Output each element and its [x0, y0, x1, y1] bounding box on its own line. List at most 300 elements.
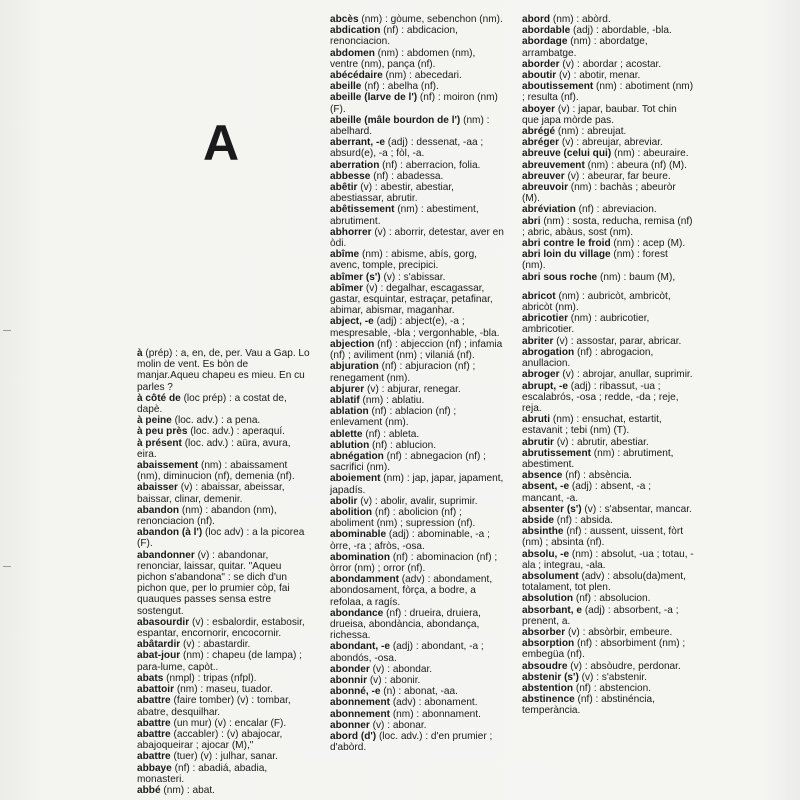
headword: absorption	[522, 638, 575, 650]
headword: abhorrer	[330, 226, 372, 238]
dictionary-entry	[522, 571, 694, 593]
headword: abnégation	[330, 450, 384, 462]
dictionary-entry	[330, 160, 505, 171]
dictionary-entry	[137, 438, 310, 460]
dictionary-entry	[330, 227, 505, 249]
dictionary-entry	[330, 406, 505, 428]
definition: (adj) : abject(e), -a ; mespresable, -bla ; vergonhable, -bla.	[330, 316, 500, 339]
dictionary-entry	[522, 272, 694, 283]
dictionary-entry	[522, 160, 694, 171]
definition: (v) : abondar.	[369, 663, 433, 675]
dictionary-entry	[330, 395, 505, 406]
headword: abjection	[330, 338, 375, 350]
dictionary-entry	[137, 482, 310, 504]
headword: absent, -e	[522, 481, 570, 493]
headword: abjurer	[330, 383, 365, 395]
definition: (nm) : absolut, -ua ; totau, -ala ; integrau, -ala.	[522, 548, 694, 571]
definition: (nf) : abstinéncia, temperància.	[522, 694, 655, 717]
headword: abonnement	[330, 708, 391, 720]
headword: abondant, -e	[330, 641, 391, 653]
headword: abbaye	[137, 762, 172, 774]
headword: abattoir	[137, 684, 175, 696]
definition: (nm) : abat.	[160, 784, 215, 796]
definition: (nf) : aberracion, folia.	[379, 159, 481, 171]
definition: (v) : abeurar, far beure.	[564, 170, 671, 182]
definition: (nf) : abadiá, abadia, monasteri.	[137, 762, 268, 785]
definition: (v) : abreujar, abreviar.	[559, 137, 663, 149]
dictionary-entry	[522, 694, 694, 716]
definition: (nf) : ablucion.	[369, 439, 437, 451]
headword: abjuration	[330, 361, 379, 373]
dictionary-entry	[330, 473, 505, 495]
dictionary-entry	[522, 549, 694, 571]
dictionary-entry	[522, 137, 694, 148]
definition: (n) : abonat, -aa.	[380, 686, 458, 698]
dictionary-entry	[137, 684, 310, 695]
headword: abri contre le froid	[522, 238, 611, 250]
headword: abricotier	[522, 313, 568, 325]
dictionary-entry	[522, 526, 694, 548]
dictionary-entry	[137, 505, 310, 527]
dictionary-entry	[330, 137, 505, 159]
headword: ablution	[330, 439, 370, 451]
definition: (nm) : abandon (nm), renonciacion (nf).	[137, 504, 277, 528]
dictionary-entry	[137, 718, 310, 729]
dictionary-entry	[522, 25, 694, 36]
headword: abomination	[330, 551, 391, 563]
headword: absinthe	[522, 526, 564, 538]
definition: (nm) : aubricotier, ambricotier.	[522, 313, 650, 336]
definition: (v) : abonar.	[369, 719, 427, 731]
dictionary-entry	[330, 272, 505, 283]
dictionary-entry	[137, 617, 310, 639]
definition: (nf) : absida.	[553, 514, 613, 526]
definition: (v) : abrojar, anullar, suprimir.	[559, 369, 693, 381]
dictionary-entry	[522, 593, 694, 604]
definition: (nf) : aussent, uissent, fòrt (nm) ; absinta (nf).	[522, 526, 684, 549]
definition: (loc. adv.) : a pena.	[171, 415, 261, 427]
definition: (nf) : ableta.	[362, 428, 420, 440]
definition: (nm) : forest (nm).	[522, 249, 668, 272]
definition: (faire tomber) (v) : tombar, abatre, desquilhar.	[137, 695, 291, 718]
dictionary-entry	[137, 550, 310, 617]
definition: (nm) : bachàs ; abeuròr (M).	[522, 182, 676, 205]
dictionary-entry	[330, 496, 505, 507]
definition: (loc. adv.) : aperaquí.	[187, 426, 285, 438]
headword: aboyer	[522, 103, 556, 115]
definition: (nm) : aubricòt, ambricòt, abricòt (nm).	[522, 290, 671, 314]
headword: abattre	[137, 695, 171, 707]
definition: (adv) : abondament, abondosament, fòrça, a bodre, a refolaa, a ragís.	[330, 574, 493, 608]
dictionary-entry	[137, 527, 310, 549]
dictionary-entry	[137, 785, 310, 796]
headword: ablation	[330, 406, 369, 418]
definition: (adj) : abondant, -a ; abondós, -osa.	[330, 641, 484, 664]
headword: absence	[522, 470, 563, 482]
headword: abattre	[137, 717, 171, 729]
definition: (v) : s'absentar, mancar.	[581, 503, 692, 515]
headword: aberrant, -e	[330, 137, 385, 149]
dictionary-entry	[137, 426, 310, 437]
headword: aberration	[330, 159, 380, 171]
definition: (nf) : abominacion (nf) ; òrror (nm) ; orror (nf).	[330, 551, 498, 574]
headword: absolument	[522, 570, 579, 582]
dictionary-entry	[330, 529, 505, 551]
headword: abandon	[137, 504, 180, 516]
definition: (nf) : absolucion.	[573, 593, 651, 605]
definition: (nf) : absorbiment (nm) ; embegüa (nf).	[522, 638, 686, 661]
dictionary-entry	[522, 638, 694, 660]
definition: (nm) : sosta, reducha, remisa (nf) ; abric, abàus, sost (nm).	[522, 215, 693, 238]
definition: (nm) : abdomen (nm), ventre (nm), pança (nf).	[330, 47, 476, 70]
headword: abondamment	[330, 574, 399, 586]
headword: abêtissement	[330, 204, 395, 216]
headword: à peine	[137, 415, 172, 427]
dictionary-entry	[522, 59, 694, 70]
dictionary-entry	[330, 608, 505, 642]
headword: abréger	[522, 137, 560, 149]
headword: abîmer	[330, 282, 364, 294]
definition: (v) : absòudre, perdonar.	[567, 660, 681, 672]
dictionary-entry	[330, 25, 505, 47]
headword: absolution	[522, 593, 574, 605]
entry-gap	[522, 283, 694, 291]
headword: abominable	[330, 529, 387, 541]
headword: abrégé	[522, 126, 556, 138]
dictionary-entry	[522, 313, 694, 335]
dictionary-entry	[522, 249, 694, 271]
definition: (nm) : abrutiment, abestiment.	[522, 447, 674, 470]
dictionary-entry	[330, 204, 505, 226]
headword: abonnir	[330, 674, 368, 686]
definition: (v) : japar, baubar. Tot chin que japa mòrde pas.	[522, 103, 677, 126]
dictionary-entry	[330, 574, 505, 608]
dictionary-entry	[330, 48, 505, 70]
headword: abriter	[522, 335, 554, 347]
dictionary-entry	[522, 216, 694, 238]
definition: (nm) : abotiment (nm) ; resulta (nf).	[522, 81, 694, 104]
definition: (v) : esbalordir, estabosir, espantar, encornorir, encocornir.	[137, 616, 305, 640]
definition: (v) : abjurar, renegar.	[364, 383, 461, 395]
definition: (nf) : drueira, druiera, drueisa, abondància, abondança, richessa.	[330, 607, 481, 642]
headword: abricot	[522, 290, 556, 302]
dictionary-entry	[137, 695, 310, 717]
definition: (nf) : abjuracion (nf) ; renegament (nm).	[330, 361, 476, 384]
dictionary-entry	[522, 336, 694, 347]
definition: (nm) : jap, japar, japament, japadís.	[330, 473, 504, 496]
dictionary-entry	[522, 672, 694, 683]
dictionary-entry	[330, 552, 505, 574]
definition: (nm) : abaissament (nm), diminucion (nf), demenia (nf).	[137, 460, 295, 483]
definition: (loc prép) : a costat de, dapè.	[137, 392, 287, 416]
headword: abasourdir	[137, 616, 190, 628]
definition: (v) : abonir.	[367, 674, 421, 686]
definition: (v) : abotir, menar.	[556, 70, 641, 82]
headword: abri loin du village	[522, 249, 611, 261]
headword: abdomen	[330, 47, 375, 59]
dictionary-entry	[330, 14, 505, 25]
definition: (nm) : maseu, tuador.	[174, 684, 273, 696]
definition: (nf) : abdicacion, renonciacion.	[330, 25, 458, 48]
dictionary-entry	[522, 204, 694, 215]
dictionary-entry	[330, 686, 505, 697]
headword: abstenir (s')	[522, 671, 579, 683]
headword: abaisser	[137, 482, 178, 494]
dictionary-column-1	[137, 348, 310, 796]
dictionary-column-2	[330, 14, 505, 753]
dictionary-entry	[522, 470, 694, 481]
headword: abstention	[522, 682, 574, 694]
dictionary-entry	[522, 148, 694, 159]
definition: (nm) : abordatge, arrambatge.	[522, 36, 648, 59]
definition: (adj) : absent, -a ; mancant, -a.	[522, 481, 652, 504]
definition: (nm) : chapeu (de lampa) ; para-lume, capòt..	[137, 650, 302, 673]
dictionary-entry	[330, 81, 505, 92]
headword: absoudre	[522, 660, 568, 672]
headword: abonné, -e	[330, 686, 381, 698]
headword: abject, -e	[330, 316, 374, 328]
headword: abreuve (celui qui)	[522, 148, 612, 160]
headword: abonder	[330, 663, 370, 675]
definition: (nf) : abstencion.	[573, 682, 652, 694]
headword: abeille (mâle bourdon de l')	[330, 114, 461, 126]
definition: (accabler) : (v) abajocar, abajoqueirar ; ajocar (M),"	[137, 728, 283, 752]
headword: abandonner	[137, 549, 195, 561]
headword: abeille (larve de l')	[330, 92, 418, 104]
definition: (v) : s'abstenir.	[578, 671, 647, 683]
definition: (nm) : gòume, sebenchon (nm).	[358, 14, 503, 25]
dictionary-entry	[330, 697, 505, 708]
definition: (loc adv) : a la picorea (F).	[137, 527, 305, 550]
dictionary-entry	[522, 369, 694, 380]
dictionary-entry	[522, 437, 694, 448]
section-letter: A	[203, 115, 240, 171]
dictionary-entry	[330, 641, 505, 663]
definition: (nf) : abreviacion.	[575, 204, 657, 216]
definition: (nf) : abnegacion (nf) ; sacrifici (nm).	[330, 450, 486, 474]
definition: (nf) : ablacion (nf) ; enlevament (nm).	[330, 406, 457, 429]
definition: (nm) : abeuraire.	[611, 148, 689, 160]
definition: (nm) : abestiment, abrutiment.	[330, 204, 479, 227]
definition: (adj) : absorbent, -a ; prenent, a.	[522, 604, 679, 627]
definition: (nf) : abelha (nf).	[361, 81, 439, 93]
definition: (nm) : baum (M),	[597, 271, 676, 283]
dictionary-entry	[522, 81, 694, 103]
definition: (nf) : absència.	[562, 470, 632, 482]
dictionary-entry	[137, 763, 310, 785]
dictionary-entry	[522, 238, 694, 249]
dictionary-entry	[522, 126, 694, 137]
definition: (v) : degalhar, escagassar, gastar, esquintar, estraçar, petafinar, abimar, abismar, maganhar.	[330, 282, 493, 317]
headword: aboutissement	[522, 81, 594, 93]
headword: abbesse	[330, 170, 371, 182]
dictionary-entry	[330, 339, 505, 361]
dictionary-entry	[330, 92, 505, 114]
dictionary-entry	[137, 729, 310, 751]
dictionary-entry	[330, 731, 505, 753]
headword: abonnement	[330, 697, 391, 709]
headword: abord (d')	[330, 731, 377, 742]
headword: abord	[522, 14, 551, 25]
dictionary-entry	[522, 104, 694, 126]
definition: (v) : abandonar, renonciar, laissar, quitar. "Aqueu pichon s'abandona" : se dich d'un pichon que, per lo prumier còp, fai quauques passes sensa estre sostengut.	[137, 549, 290, 617]
definition: (nm) : abeura (nf) (M).	[584, 159, 687, 171]
headword: aborder	[522, 58, 560, 70]
headword: abeille	[330, 81, 362, 93]
headword: abri	[522, 215, 541, 227]
dictionary-entry	[137, 751, 310, 762]
dictionary-entry	[137, 460, 310, 482]
headword: abcès	[330, 14, 359, 25]
dictionary-entry	[137, 639, 310, 650]
dictionary-entry	[522, 627, 694, 638]
dictionary-column-3	[522, 14, 694, 717]
headword: abreuvoir	[522, 182, 568, 194]
definition: (nm) : abonnament.	[390, 708, 481, 720]
headword: abîmer (s')	[330, 271, 381, 283]
dictionary-entry	[330, 451, 505, 473]
headword: abreuvement	[522, 159, 585, 171]
dictionary-entry	[137, 650, 310, 672]
headword: abordable	[522, 25, 571, 37]
dictionary-entry	[522, 347, 694, 369]
definition: (v) : s'abissar.	[380, 271, 446, 283]
headword: abrupt, -e	[522, 380, 568, 392]
definition: (nm) : abecedari.	[382, 70, 462, 82]
headword: abâtardir	[137, 639, 181, 651]
dictionary-entry	[330, 664, 505, 675]
definition: (v) : assostar, parar, abricar.	[553, 335, 682, 347]
definition: (v) : abestir, abestiar, abestiassar, abrutir.	[330, 182, 454, 205]
dictionary-entry	[330, 675, 505, 686]
dictionary-entry	[137, 348, 310, 393]
headword: abruti	[522, 414, 551, 426]
definition: (adv) : absolu(da)ment, totalament, tot plen.	[522, 570, 686, 594]
definition: (nm) : abòrd.	[550, 14, 611, 25]
definition: (v) : abolir, avalir, suprimir.	[357, 495, 478, 507]
headword: abats	[137, 672, 164, 684]
headword: abondance	[330, 607, 384, 619]
definition: (v) : aborrir, detestar, aver en òdi.	[330, 226, 504, 250]
headword: à	[137, 348, 143, 359]
dictionary-entry	[522, 448, 694, 470]
dictionary-entry	[330, 171, 505, 182]
dictionary-entry	[137, 393, 310, 415]
dictionary-entry	[330, 249, 505, 271]
dictionary-entry	[522, 14, 694, 25]
headword: abrutir	[522, 436, 554, 448]
definition: (v) : abaissar, abeissar, baissar, clinar, demenir.	[137, 482, 285, 505]
dictionary-entry	[330, 429, 505, 440]
headword: abordage	[522, 36, 568, 48]
dictionary-entry	[330, 283, 505, 317]
headword: abolir	[330, 495, 358, 507]
headword: abstinence	[522, 694, 575, 706]
definition: (loc. adv.) : d'en prumier ; d'abòrd.	[330, 731, 493, 754]
definition: (adv) : abonament.	[390, 697, 478, 709]
definition: (tuer) (v) : julhar, sanar.	[170, 751, 278, 763]
definition: (nf) : moiron (nm) (F).	[330, 92, 498, 115]
headword: abattre	[137, 728, 171, 740]
dictionary-entry	[330, 361, 505, 383]
headword: abdication	[330, 25, 381, 37]
headword: abroger	[522, 369, 560, 381]
dictionary-entry	[522, 36, 694, 58]
definition: (v) : abrutir, abestiar.	[553, 436, 649, 448]
headword: abat-jour	[137, 650, 181, 662]
dictionary-entry	[330, 70, 505, 81]
headword: abrogation	[522, 346, 575, 358]
dictionary-entry	[522, 481, 694, 503]
dictionary-entry	[522, 381, 694, 415]
definition: (prép) : a, en, de, per. Vau a Gap. Lo molin de vent. Es bòn de manjar.Aqueu chapeu es mieu. En cu parles ?	[137, 348, 310, 393]
headword: à côté de	[137, 392, 181, 404]
dictionary-entry	[522, 605, 694, 627]
definition: (loc. adv.) : aüra, avura, eira.	[137, 437, 291, 460]
headword: abêtir	[330, 182, 358, 194]
dictionary-entry	[522, 504, 694, 515]
headword: abandon (à l')	[137, 527, 203, 539]
margin-mark	[3, 330, 11, 331]
headword: à peu près	[137, 426, 188, 438]
definition: (adj) : abordable, -bla.	[570, 25, 672, 37]
definition: (nf) : abadessa.	[370, 170, 444, 182]
definition: (nm) : ensuchat, estartit, estavanit ; tebi (nm) (T).	[522, 414, 662, 437]
definition: (adj) : dessenat, -aa ; absurd(e), -a ; fòl, -a.	[330, 137, 484, 160]
dictionary-entry	[522, 70, 694, 81]
dictionary-entry	[330, 316, 505, 338]
headword: abside	[522, 514, 554, 526]
dictionary-entry	[330, 384, 505, 395]
dictionary-entry	[522, 414, 694, 436]
headword: abbé	[137, 784, 161, 796]
definition: (v) : abordar ; acostar.	[559, 58, 662, 70]
definition: (nm) : ablatiu.	[359, 394, 425, 406]
definition: (un mur) (v) : encalar (F).	[170, 717, 287, 729]
definition: (nm) : abisme, abís, gorg, avenc, tomple, precipici.	[330, 249, 477, 272]
dictionary-entry	[522, 515, 694, 526]
dictionary-entry	[330, 440, 505, 451]
dictionary-entry	[330, 709, 505, 720]
headword: abolition	[330, 506, 373, 518]
headword: abri sous roche	[522, 271, 598, 283]
headword: abaissement	[137, 460, 199, 472]
definition: (nm) : acep (M).	[610, 238, 686, 250]
headword: absenter (s')	[522, 503, 582, 515]
headword: absolu, -e	[522, 548, 570, 560]
headword: abréviation	[522, 204, 576, 216]
dictionary-entry	[137, 415, 310, 426]
definition: (nm) : abelhard.	[330, 114, 490, 138]
definition: (nm) : abreujat.	[555, 126, 627, 138]
headword: abattre	[137, 751, 171, 763]
headword: abîme	[330, 249, 360, 261]
dictionary-entry	[522, 661, 694, 672]
definition: (nf) : abjeccion (nf) ; infamia (nf) ; aviliment (nm) ; vilaniá (nf).	[330, 338, 503, 362]
definition: (v) : absòrbir, embeure.	[565, 626, 673, 638]
headword: aboiement	[330, 473, 381, 485]
headword: ablette	[330, 428, 363, 440]
dictionary-entry	[522, 171, 694, 182]
dictionary-entry	[522, 182, 694, 204]
dictionary-entry	[330, 182, 505, 204]
headword: abonner	[330, 719, 370, 731]
dictionary-entry	[330, 115, 505, 137]
headword: absorbant, e	[522, 604, 583, 616]
dictionary-entry	[330, 720, 505, 731]
dictionary-entry	[330, 507, 505, 529]
definition: (nf) : abrogacion, anullacion.	[522, 346, 654, 370]
